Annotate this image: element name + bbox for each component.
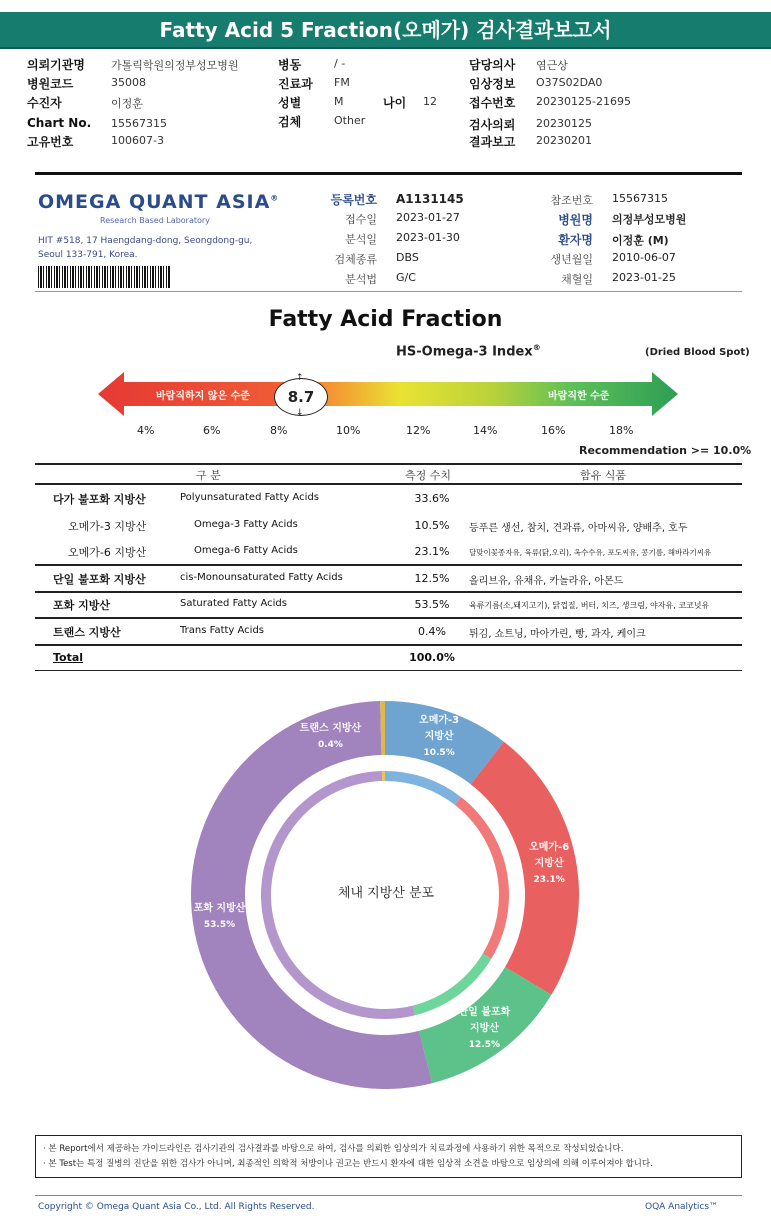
row-en: Omega-3 Fatty Acids (194, 519, 298, 530)
registered-mark: ® (270, 193, 280, 203)
header-value: Other (334, 114, 366, 127)
copyright: Copyright © Omega Quant Asia Co., Ltd. All Rights Reserved. (38, 1202, 315, 1212)
good-level-label: 바람직한 수준 (548, 391, 610, 402)
row-en: Trans Fatty Acids (180, 625, 265, 636)
slice-label-text: 23.1% (533, 875, 565, 886)
info-value: A1131145 (396, 192, 464, 206)
header-value: 100607-3 (111, 134, 164, 147)
header-label: 고유번호 (27, 135, 74, 149)
row-value: 23.1% (414, 545, 450, 558)
header-value: 20230125-21695 (536, 95, 631, 108)
header-value: 염근상 (536, 59, 568, 72)
header-value: / - (334, 57, 346, 70)
slice-label-text: 53.5% (203, 920, 236, 931)
row-foods: 튀김, 쇼트닝, 마아가린, 빵, 과자, 케이크 (469, 629, 646, 640)
header-value: 35008 (111, 76, 146, 89)
lab-tagline: Research Based Laboratory (100, 216, 210, 225)
title-divider (0, 47, 771, 49)
row-ko: 다가 불포화 지방산 (53, 493, 146, 506)
index-sup: ® (532, 343, 541, 352)
header-label: 접수번호 (469, 96, 516, 110)
header-label: 검체 (278, 115, 302, 129)
row-ko: 오메가-6 지방산 (68, 546, 147, 559)
tick-label: 10% (336, 424, 361, 437)
barcode (38, 266, 170, 288)
row-ko: 트랜스 지방산 (53, 626, 121, 639)
row-foods: 올리브유, 유채유, 카놀라유, 아몬드 (469, 576, 624, 587)
row-en: cis-Monounsaturated Fatty Acids (180, 572, 343, 583)
header-value: O37S02DA0 (536, 76, 603, 89)
sample-type: (Dried Blood Spot) (645, 347, 750, 358)
info-label: 채혈일 (561, 273, 593, 286)
footer-divider (35, 1195, 742, 1196)
info-label: 검체종류 (334, 253, 377, 266)
report-title: Fatty Acid 5 Fraction(오메가) 검사결과보고서 (0, 12, 771, 48)
lab-name: OMEGA QUANT ASIA (38, 191, 271, 213)
lab-address-line2: Seoul 133-791, Korea. (38, 250, 138, 260)
info-label: 참조번호 (550, 194, 593, 207)
header-label: 병원코드 (27, 77, 74, 91)
row-ko: 오메가-3 지방산 (68, 520, 147, 533)
slice-label-text: 0.4% (317, 740, 343, 751)
donut-slice-label (285, 721, 375, 753)
tick-label: 12% (406, 424, 431, 437)
info-label: 환자명 (558, 233, 593, 247)
slice-label-text: 오메가-3 (419, 715, 460, 726)
tick-label: 6% (203, 424, 221, 437)
header-value: 20230125 (536, 117, 592, 130)
slice-label-text: 지방산 (424, 731, 454, 742)
index-value-marker: 8.7 (274, 378, 328, 416)
disclaimer-line: · 본 Report에서 제공하는 가이드라인은 검사기관의 검사결과를 바탕으로 하여, 검사를 의뢰한 임상의가 치료과정에 사용하기 위한 목적으로 작성되었습니다. (43, 1144, 624, 1154)
table-header: 측정 수치 (405, 469, 452, 482)
marker-down-icon: ↓ (296, 408, 304, 418)
info-value: 이정훈 (M) (612, 234, 669, 247)
row-foods: 달맞이꽃종자유, 육류(닭,오리), 옥수수유, 포도씨유, 콩기름, 해바라기씨유 (469, 548, 712, 557)
row-ko: 단일 불포화 지방산 (53, 573, 146, 586)
slice-label-text: 지방산 (469, 1023, 499, 1035)
bad-level-label: 바람직하지 않은 수준 (156, 391, 250, 402)
row-foods: 육류기름(소,돼지고기), 닭껍질, 버터, 치즈, 생크림, 야자유, 코코넛유 (469, 601, 710, 610)
table-header: 구 분 (196, 469, 221, 482)
tick-label: 14% (473, 424, 498, 437)
row-en: Polyunsaturated Fatty Acids (180, 492, 319, 503)
disclaimer-line: · 본 Test는 특정 질병의 진단을 위한 검사가 아니며, 최종적인 의학적 처방이나 권고는 반드시 환자에 대한 임상적 소견을 바탕으로 임상의에 의해 이루어져야 합니다. (43, 1159, 653, 1169)
row-value: 0.4% (418, 625, 446, 638)
info-label: 병원명 (558, 213, 593, 227)
row-value: 10.5% (414, 519, 450, 532)
row-en: Saturated Fatty Acids (180, 598, 287, 609)
slice-label-text: 10.5% (423, 748, 455, 758)
slice-label-text: 단일 불포화 (458, 1007, 511, 1019)
slice-label-text: 트랜스 지방산 (299, 723, 362, 735)
info-value: 15567315 (612, 192, 668, 205)
donut-inner-slice (382, 771, 385, 781)
chart-center-label: 체내 지방산 분포 (337, 886, 435, 901)
info-label: 분석법 (345, 273, 377, 286)
table-header: 함유 식품 (580, 469, 627, 482)
info-value: 2010-06-07 (612, 251, 676, 264)
index-label (396, 343, 541, 359)
header-label: 임상정보 (469, 77, 516, 91)
slice-label-text: 지방산 (534, 858, 564, 870)
row-value: 53.5% (414, 598, 450, 611)
table-bottom-border (35, 670, 742, 671)
header-label: 결과보고 (469, 135, 516, 149)
row-ko: 포화 지방산 (53, 599, 110, 612)
slice-label-text: 12.5% (468, 1040, 501, 1051)
header-label: 담당의사 (469, 58, 516, 72)
table-row-border (35, 644, 742, 646)
lab-address-line1: HIT #518, 17 Haengdang-dong, Seongdong-gu, (38, 236, 253, 246)
row-foods: 등푸른 생선, 참치, 견과류, 아마씨유, 양배추, 호두 (469, 523, 688, 534)
header-label: 나이 (383, 96, 407, 110)
section-title: Fatty Acid Fraction (268, 307, 503, 332)
header-value: 15567315 (111, 117, 167, 130)
header-label: 검사의뢰 (469, 118, 516, 132)
total-label: Total (53, 651, 84, 664)
info-value: 2023-01-25 (612, 271, 676, 284)
donut-inner-slice (385, 771, 461, 805)
header-value: 이정훈 (111, 97, 143, 110)
header-value: FM (334, 76, 350, 89)
donut-inner-slice (455, 797, 509, 959)
marker-up-icon: ↑ (296, 373, 304, 383)
row-value: 33.6% (414, 492, 450, 505)
header-value: 가톨릭학원의정부성모병원 (111, 59, 239, 72)
tick-label: 4% (137, 424, 155, 437)
row-en: Omega-6 Fatty Acids (194, 545, 298, 556)
table-row-border (35, 617, 742, 619)
section-divider (35, 172, 742, 175)
total-value: 100.0% (409, 651, 455, 664)
analytics-brand: OQA Analytics™ (645, 1202, 719, 1212)
index-name: HS-Omega-3 Index (396, 344, 533, 360)
donut-slice-label (504, 840, 594, 888)
header-value: 12 (423, 95, 437, 108)
info-label: 등록번호 (330, 193, 377, 207)
header-label: 병동 (278, 58, 302, 72)
info-value: 2023-01-30 (396, 231, 460, 244)
tick-label: 16% (541, 424, 566, 437)
header-label: 성별 (278, 96, 302, 110)
info-value: 2023-01-27 (396, 211, 460, 224)
header-label: 진료과 (278, 77, 313, 91)
info-label: 생년월일 (550, 253, 593, 266)
donut-slice-label (175, 901, 265, 933)
header-value: 20230201 (536, 134, 592, 147)
table-top-border (35, 463, 742, 465)
table-row-border (35, 564, 742, 566)
tick-label: 8% (270, 424, 288, 437)
table-header-border (35, 483, 742, 485)
lab-logo (38, 191, 279, 213)
header-label: Chart No. (27, 116, 92, 130)
donut-slice-label (394, 713, 484, 761)
header-label: 수진자 (27, 96, 62, 110)
tick-label: 18% (609, 424, 634, 437)
info-value: 의정부성모병원 (612, 213, 687, 226)
section-divider (35, 291, 742, 292)
info-value: DBS (396, 251, 419, 264)
info-label: 접수일 (345, 213, 377, 226)
info-value: G/C (396, 271, 416, 284)
header-label: 의뢰기관명 (27, 58, 85, 72)
row-value: 12.5% (414, 572, 450, 585)
slice-label-text: 포화 지방산 (193, 903, 246, 915)
slice-label-text: 오메가-6 (529, 842, 570, 854)
table-row-border (35, 591, 742, 593)
donut-slice-label (439, 1005, 529, 1053)
recommendation: Recommendation >= 10.0% (579, 444, 752, 457)
header-value: M (334, 95, 344, 108)
info-label: 분석일 (345, 233, 377, 246)
